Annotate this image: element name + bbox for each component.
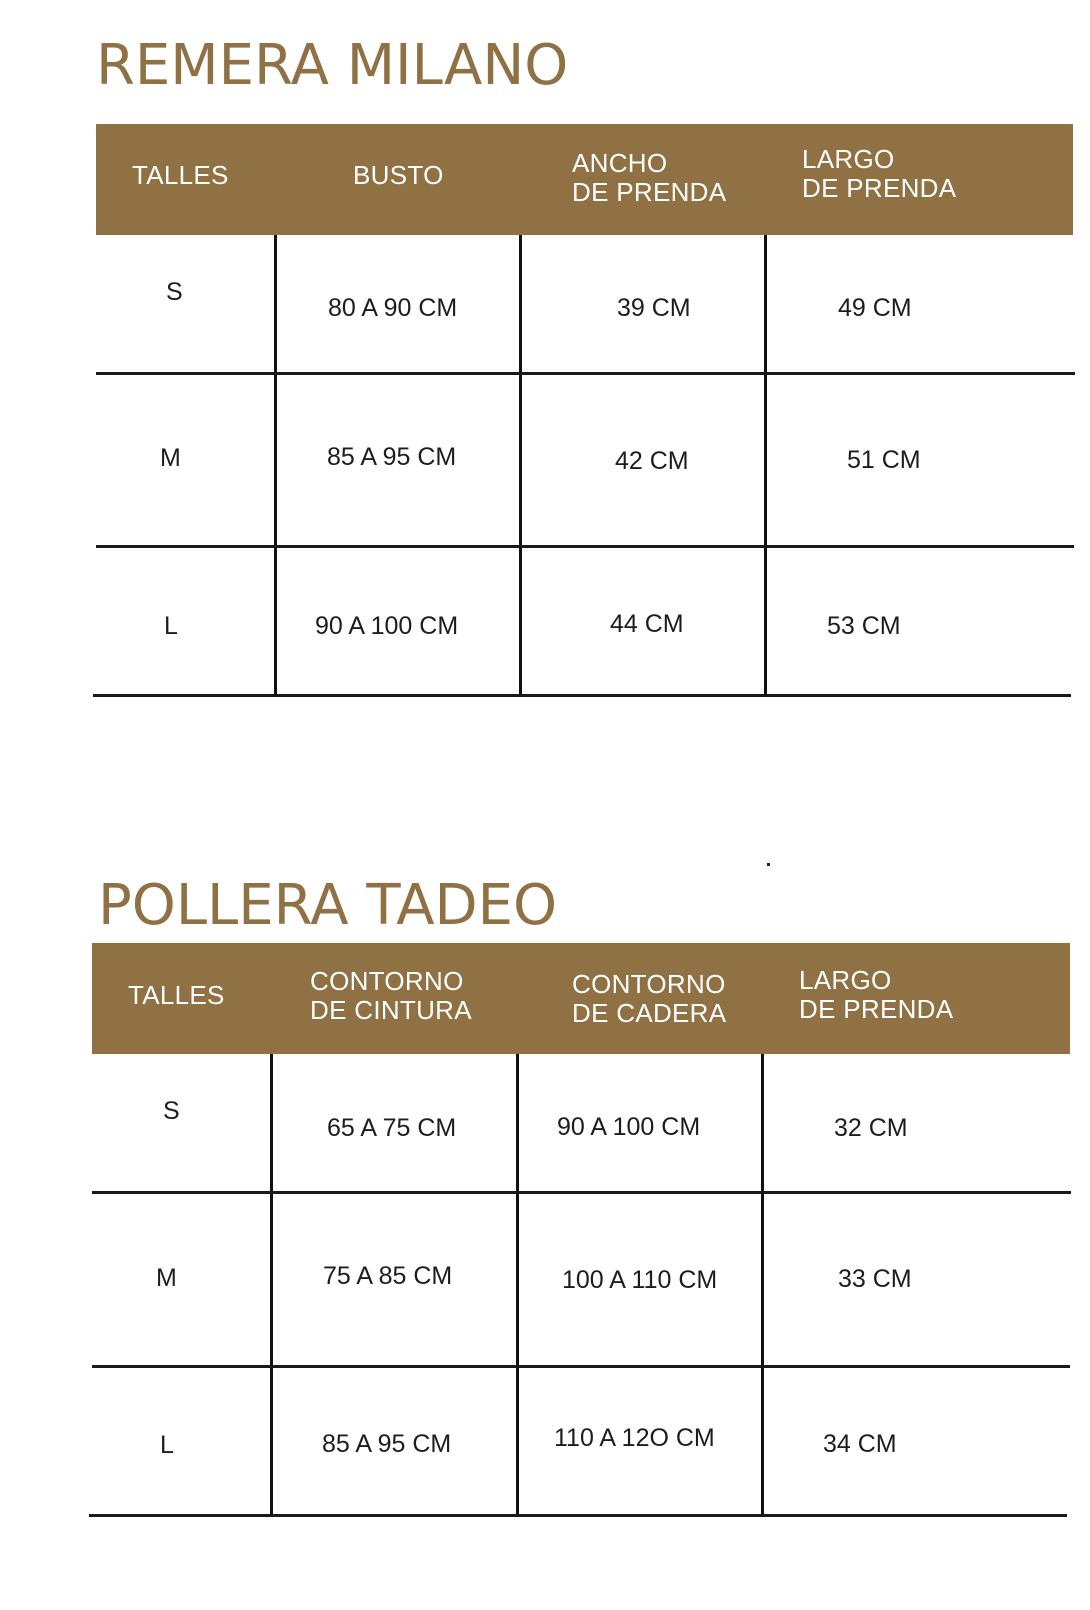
column-divider (516, 1054, 519, 1515)
table-cell: 49 CM (838, 294, 912, 322)
table-cell: 53 CM (827, 612, 901, 640)
table-cell: M (160, 444, 181, 472)
table-header (92, 943, 1070, 1054)
table-header (96, 124, 1073, 235)
table-cell: 51 CM (847, 446, 921, 474)
header-cell-largo: LARGO DE PRENDA (802, 144, 957, 203)
table-cell: 33 CM (838, 1265, 912, 1293)
table-cell: 80 A 90 CM (328, 294, 458, 322)
table-cell: L (164, 612, 178, 640)
table-cell: 85 A 95 CM (322, 1430, 452, 1458)
header-cell-ancho: ANCHO DE PRENDA (572, 148, 727, 207)
row-divider (96, 545, 1074, 548)
header-cell-largo: LARGO DE PRENDA (799, 965, 954, 1024)
table-cell: 100 A 110 CM (562, 1266, 718, 1294)
table-cell: 32 CM (834, 1114, 908, 1142)
table-cell: 75 A 85 CM (323, 1262, 453, 1290)
row-divider (96, 372, 1075, 375)
table-cell: 42 CM (615, 447, 689, 475)
column-divider (270, 1054, 273, 1515)
table-title: POLLERA TADEO (98, 873, 558, 938)
table-cell: 34 CM (823, 1430, 897, 1458)
table-cell: 65 A 75 CM (327, 1114, 457, 1142)
stray-dot (767, 863, 770, 866)
table-cell: 90 A 100 CM (315, 612, 459, 640)
table-cell: 110 A 12O CM (554, 1424, 715, 1452)
column-divider (764, 235, 767, 696)
table-cell: 90 A 100 CM (557, 1113, 701, 1141)
header-cell-talles: TALLES (132, 160, 229, 190)
column-divider (761, 1054, 764, 1515)
table-cell: 44 CM (610, 610, 684, 638)
table-cell: L (160, 1431, 174, 1459)
row-divider (93, 694, 1071, 697)
row-divider (92, 1191, 1071, 1194)
column-divider (519, 235, 522, 696)
table-cell: M (156, 1264, 177, 1292)
header-cell-talles: TALLES (128, 980, 225, 1010)
table-cell: S (163, 1097, 180, 1125)
table-cell: S (166, 278, 183, 306)
table-cell: 85 A 95 CM (327, 443, 457, 471)
column-divider (274, 235, 277, 696)
row-divider (89, 1514, 1067, 1517)
header-cell-cadera: CONTORNO DE CADERA (572, 969, 727, 1028)
header-cell-busto: BUSTO (353, 160, 444, 190)
table-title: REMERA MILANO (96, 33, 569, 98)
table-cell: 39 CM (617, 294, 691, 322)
row-divider (92, 1365, 1070, 1368)
header-cell-cintura: CONTORNO DE CINTURA (310, 966, 472, 1025)
